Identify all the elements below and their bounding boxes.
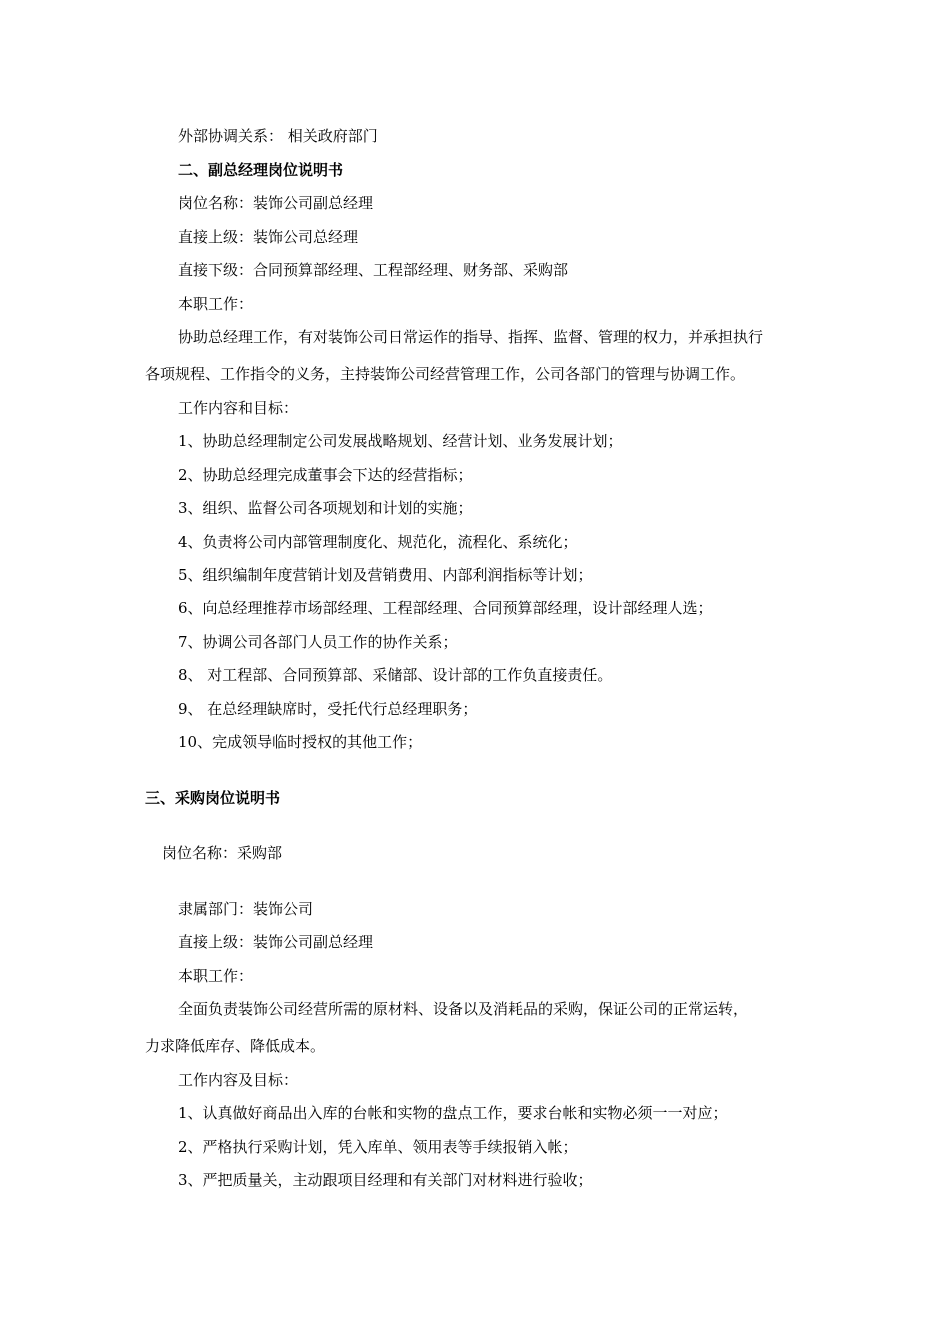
list-item: 1、协助总经理制定公司发展战略规划、经营计划、业务发展计划； (178, 432, 623, 450)
list-item: 2、严格执行采购计划，凭入库单、领用表等手续报销入帐； (178, 1138, 578, 1156)
procurement-direct-superior: 直接上级：装饰公司副总经理 (178, 933, 374, 951)
section-heading-procurement: 三、采购岗位说明书 (145, 789, 281, 807)
list-item: 6、向总经理推荐市场部经理、工程部经理、合同预算部经理，设计部经理人选； (178, 599, 713, 617)
procurement-duty-text-line2: 力求降低库存、降低成本。 (145, 1037, 326, 1055)
external-coordination-line: 外部协调关系： 相关政府部门 (178, 127, 378, 145)
list-item: 5、组织编制年度营销计划及营销费用、内部利润指标等计划； (178, 566, 593, 584)
direct-superior-line: 直接上级：装饰公司总经理 (178, 228, 359, 246)
list-item: 4、负责将公司内部管理制度化、规范化，流程化、系统化； (178, 533, 578, 551)
position-name-line: 岗位名称：装饰公司副总经理 (178, 194, 374, 212)
list-item: 2、协助总经理完成董事会下达的经营指标； (178, 466, 473, 484)
direct-subordinates-line: 直接下级：合同预算部经理、工程部经理、财务部、采购部 (178, 261, 569, 279)
list-item: 3、组织、监督公司各项规划和计划的实施； (178, 499, 473, 517)
procurement-duty-text-line1: 全面负责装饰公司经营所需的原材料、设备以及消耗品的采购，保证公司的正常运转， (178, 1000, 749, 1018)
procurement-position-name: 岗位名称：采购部 (162, 844, 283, 862)
list-item: 8、 对工程部、合同预算部、采储部、设计部的工作负直接责任。 (178, 666, 613, 684)
procurement-department: 隶属部门：装饰公司 (178, 900, 314, 918)
procurement-duty-label: 本职工作： (178, 967, 254, 985)
list-item: 7、协调公司各部门人员工作的协作关系； (178, 633, 458, 651)
procurement-content-label: 工作内容及目标： (178, 1071, 299, 1089)
duty-text-line1: 协助总经理工作，有对装饰公司日常运作的指导、指挥、监督、管理的权力，并承担执行 (178, 328, 764, 346)
list-item: 1、认真做好商品出入库的台帐和实物的盘点工作，要求台帐和实物必须一一对应； (178, 1104, 728, 1122)
list-item: 10、完成领导临时授权的其他工作； (178, 733, 423, 751)
section-heading-deputy-gm: 二、副总经理岗位说明书 (178, 161, 344, 179)
list-item: 3、严把质量关，主动跟项目经理和有关部门对材料进行验收； (178, 1171, 593, 1189)
list-item: 9、 在总经理缺席时，受托代行总经理职务； (178, 700, 478, 718)
duty-label: 本职工作： (178, 295, 254, 313)
duty-text-line2: 各项规程、工作指令的义务，主持装饰公司经营管理工作，公司各部门的管理与协调工作。 (145, 365, 746, 383)
work-content-label: 工作内容和目标： (178, 399, 299, 417)
